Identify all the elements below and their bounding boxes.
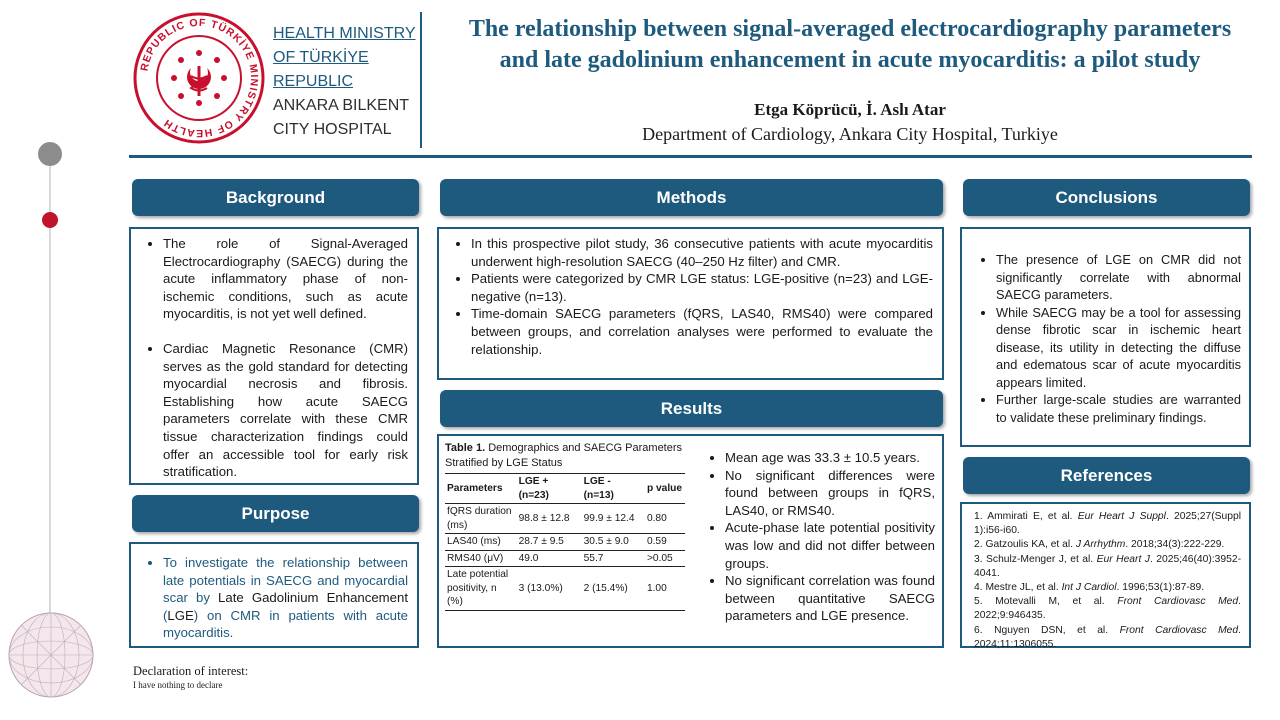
table-cell: 28.7 ± 9.5 [518, 536, 564, 547]
side-dot-red [42, 212, 58, 228]
table-cell: LAS40 (ms) [447, 536, 501, 547]
table-row [445, 534, 685, 551]
table-cell: 49.0 [518, 552, 539, 564]
poster-title [430, 14, 1270, 76]
table-header-cell: LGE - (n=13) [583, 476, 614, 501]
table-cell: 0.80 [646, 512, 667, 524]
table-header-cell: LGE + (n=23) [518, 476, 549, 501]
declaration-text: I have nothing to declare [133, 680, 223, 690]
background-heading: Background [132, 179, 419, 216]
table-cell: >0.05 [646, 552, 673, 564]
org-line: ANKARA BILKENT [273, 97, 410, 114]
table-cell: 2 (15.4%) [583, 582, 628, 594]
conclusions-item: • Further large-scale studies are warranted to validate these preliminary findings. [996, 391, 1241, 426]
header-rule [129, 155, 1252, 158]
reference-authors: 3. Schulz-Menger J, et al. [974, 553, 1097, 565]
purpose-text: To investigate the relationship between late potentials in SAECG and myocardial scar by [163, 555, 408, 606]
results-item: • No significant differences were found between groups in fQRS, LAS40, or RMS40. [725, 467, 935, 520]
results-table-block [445, 441, 689, 611]
header-divider [420, 12, 422, 148]
side-line [49, 160, 51, 680]
reference-journal: Front Cardiovasc Med [1119, 624, 1239, 636]
reference-details: . 2022;9:946435. [974, 596, 1242, 622]
results-item: • Acute-phase late potential positivity was low and did not differ between groups. [725, 519, 935, 572]
reference-details: . 2025;27(Suppl 1):i56-i60. [974, 511, 1241, 537]
background-box [129, 227, 419, 485]
methods-item: • Time-domain SAECG parameters (fQRS, LAS40, RMS40) were compared between groups, and correlation analyses were performed to evaluate the relationship. [471, 305, 933, 358]
purpose-text: ) on CMR in patients with acute myocarditis. [163, 607, 408, 641]
table-header-cell: p value [646, 482, 683, 494]
table-row [445, 567, 685, 611]
reference-details: . 2018;34(3):222-229. [1125, 539, 1225, 551]
reference-item [974, 595, 1241, 623]
conclusions-box [960, 227, 1251, 447]
purpose-item [163, 554, 408, 642]
table-label: Table 1. [445, 442, 486, 454]
table-header-row [445, 474, 685, 504]
background-item: • The role of Signal-Averaged Electrocardiography (SAECG) during the acute inflammatory phase of non-ischemic conditions, such as acute myocarditis, is not yet well defined. [163, 235, 408, 323]
title-line: and late gadolinium enhancement in acute myocarditis: a pilot study [499, 47, 1201, 73]
table-cell: 0.59 [646, 536, 667, 547]
conclusions-heading: Conclusions [963, 179, 1250, 216]
methods-heading: Methods [440, 179, 943, 216]
org-line: HEALTH MINISTRY [273, 25, 416, 42]
results-table [445, 473, 685, 611]
table-cell: fQRS duration (ms) [447, 506, 512, 531]
reference-journal: Int J Cardiol [1061, 582, 1117, 594]
authors: Etga Köprücü, İ. Aslı Atar [754, 100, 946, 119]
org-line: OF TÜRKİYE [273, 49, 369, 66]
department: Department of Cardiology, Ankara City Hospital, Turkiye [642, 124, 1058, 144]
table-cell: 98.8 ± 12.8 [518, 512, 570, 524]
references-list [974, 510, 1241, 652]
methods-item: • In this prospective pilot study, 36 consecutive patients with acute myocarditis underwent high-resolution SAECG (40–250 Hz filter) and CMR. [471, 235, 933, 270]
reference-authors: 5. Motevalli M, et al. [974, 596, 1118, 608]
org-line: REPUBLIC [273, 73, 354, 90]
results-findings [703, 449, 935, 625]
methods-item: • Patients were categorized by CMR LGE status: LGE-positive (n=23) and LGE-negative (n=13). [471, 270, 933, 305]
reference-item [974, 538, 1241, 552]
reference-details: . 1996;53(1):87-89. [1116, 582, 1205, 594]
purpose-box [129, 542, 419, 648]
declaration-title: Declaration of interest: [133, 664, 249, 678]
title-line: The relationship between signal-averaged electrocardiography parameters [468, 16, 1232, 42]
table-title: Demographics and SAECG Parameters Stratified by LGE Status [445, 442, 683, 469]
table-row [445, 550, 685, 567]
purpose-heading: Purpose [132, 495, 419, 532]
table-cell: 30.5 ± 9.0 [583, 536, 629, 547]
table-cell: 99.9 ± 12.4 [583, 512, 635, 524]
table-row [445, 504, 685, 534]
table-caption [445, 441, 689, 471]
reference-authors: 4. Mestre JL, et al. [974, 582, 1062, 594]
conclusions-item: • The presence of LGE on CMR did not significantly correlate with abnormal SAECG parameters. [996, 251, 1241, 304]
reference-journal: Front Cardiovasc Med [1117, 596, 1239, 608]
references-box [960, 502, 1251, 648]
results-item: • Mean age was 33.3 ± 10.5 years. [725, 449, 935, 467]
reference-journal: Eur Heart J Suppl [1077, 511, 1166, 522]
references-heading: References [963, 457, 1250, 494]
svg-text:REPUBLIC OF TÜRKİYE MINISTRY O: REPUBLIC OF TÜRKİYE MINISTRY OF HEALTH [138, 16, 261, 140]
background-item: • Cardiac Magnetic Resonance (CMR) serves as the gold standard for detecting myocardial necrosis and fibrosis. Establishing how acute SAECG parameters correlate with these CMR tissue characterization findings could offer an accessible tool for early risk stratification. [163, 340, 408, 481]
organization-name [273, 22, 423, 142]
reference-item [974, 624, 1241, 652]
purpose-text: ( [163, 607, 168, 623]
reference-journal: Eur Heart J [1096, 553, 1150, 565]
methods-box [437, 227, 944, 380]
table-cell: 3 (13.0%) [518, 582, 563, 594]
globe-decoration [6, 610, 96, 700]
reference-item [974, 581, 1241, 595]
table-cell: Late potential positivity, n (%) [447, 569, 509, 607]
table-header-cell: Parameters [447, 482, 503, 494]
reference-journal: J Arrhythm [1075, 539, 1126, 551]
conclusions-item: • While SAECG may be a tool for assessing dense fibrotic scar in ischemic heart disease, its utility in detecting the diffuse and edematous scar of acute myocarditis appears limited. [996, 304, 1241, 392]
results-item: • No significant correlation was found between quantitative SAECG parameters and LGE presence. [725, 572, 935, 625]
table-cell: 1.00 [646, 582, 667, 594]
results-heading: Results [440, 390, 943, 427]
results-box [437, 434, 944, 648]
org-line: CITY HOSPITAL [273, 121, 392, 138]
side-dot-grey [38, 142, 62, 166]
purpose-highlight: Late Gadolinium Enhancement [218, 590, 408, 606]
reference-details: . 2025;46(40):3952-4041. [974, 553, 1241, 579]
reference-authors: 1. Ammirati E, et al. [974, 511, 1078, 522]
reference-item [974, 510, 1241, 538]
purpose-abbr: LGE [167, 607, 194, 623]
table-cell: RMS40 (μV) [447, 552, 504, 564]
reference-authors: 2. Gatzoulis KA, et al. [974, 539, 1076, 551]
table-cell: 55.7 [583, 552, 604, 564]
ministry-seal-logo [131, 10, 267, 146]
reference-item [974, 553, 1241, 581]
reference-authors: 6. Nguyen DSN, et al. [974, 624, 1120, 636]
reference-details: . 2024;11:1306055. [974, 624, 1241, 650]
